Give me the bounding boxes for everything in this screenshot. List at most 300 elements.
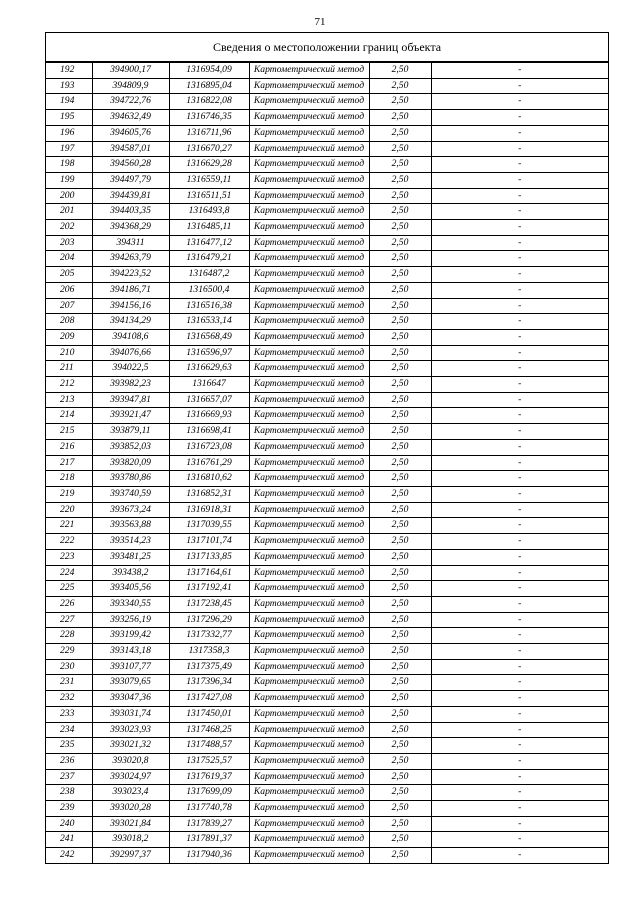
cell-note: - [431, 769, 608, 785]
cell-coord-y: 1316485,11 [169, 220, 249, 236]
cell-precision: 2,50 [369, 361, 431, 377]
cell-coord-x: 393780,86 [92, 471, 169, 487]
cell-note: - [431, 801, 608, 817]
cell-note: - [431, 691, 608, 707]
cell-precision: 2,50 [369, 753, 431, 769]
cell-coord-x: 393018,2 [92, 832, 169, 848]
cell-coord-y: 1316711,96 [169, 125, 249, 141]
cell-method: Картометрический метод [249, 769, 369, 785]
cell-coord-x: 393740,59 [92, 486, 169, 502]
cell-precision: 2,50 [369, 801, 431, 817]
cell-coord-x: 393481,25 [92, 549, 169, 565]
cell-coord-x: 393673,24 [92, 502, 169, 518]
cell-point-number: 228 [46, 628, 92, 644]
cell-note: - [431, 63, 608, 79]
cell-method: Картометрический метод [249, 251, 369, 267]
table-title: Сведения о местоположении границ объекта [46, 33, 608, 62]
cell-coord-y: 1316746,35 [169, 110, 249, 126]
cell-point-number: 211 [46, 361, 92, 377]
table-row [46, 675, 608, 691]
cell-precision: 2,50 [369, 188, 431, 204]
cell-point-number: 198 [46, 157, 92, 173]
cell-precision: 2,50 [369, 738, 431, 754]
cell-point-number: 223 [46, 549, 92, 565]
cell-precision: 2,50 [369, 235, 431, 251]
cell-method: Картометрический метод [249, 329, 369, 345]
cell-method: Картометрический метод [249, 816, 369, 832]
cell-coord-x: 393020,8 [92, 753, 169, 769]
table-row [46, 738, 608, 754]
cell-note: - [431, 628, 608, 644]
cell-coord-y: 1317358,3 [169, 644, 249, 660]
cell-coord-y: 1317427,08 [169, 691, 249, 707]
cell-coord-x: 393852,03 [92, 439, 169, 455]
table-row [46, 110, 608, 126]
cell-precision: 2,50 [369, 471, 431, 487]
cell-coord-x: 393079,65 [92, 675, 169, 691]
table-row [46, 801, 608, 817]
cell-note: - [431, 329, 608, 345]
cell-note: - [431, 785, 608, 801]
cell-note: - [431, 314, 608, 330]
table-row [46, 377, 608, 393]
cell-point-number: 203 [46, 235, 92, 251]
cell-coord-y: 1316810,62 [169, 471, 249, 487]
table-row [46, 251, 608, 267]
cell-method: Картометрический метод [249, 172, 369, 188]
cell-note: - [431, 612, 608, 628]
table-row [46, 644, 608, 660]
cell-method: Картометрический метод [249, 298, 369, 314]
cell-note: - [431, 188, 608, 204]
cell-precision: 2,50 [369, 125, 431, 141]
cell-point-number: 216 [46, 439, 92, 455]
cell-precision: 2,50 [369, 329, 431, 345]
cell-coord-x: 394134,29 [92, 314, 169, 330]
cell-point-number: 214 [46, 408, 92, 424]
cell-method: Картометрический метод [249, 753, 369, 769]
cell-note: - [431, 251, 608, 267]
cell-precision: 2,50 [369, 267, 431, 283]
cell-method: Картометрический метод [249, 706, 369, 722]
cell-method: Картометрический метод [249, 565, 369, 581]
cell-coord-y: 1316559,11 [169, 172, 249, 188]
cell-method: Картометрический метод [249, 78, 369, 94]
cell-point-number: 209 [46, 329, 92, 345]
table-row [46, 188, 608, 204]
cell-note: - [431, 94, 608, 110]
cell-precision: 2,50 [369, 63, 431, 79]
cell-method: Картометрический метод [249, 596, 369, 612]
cell-note: - [431, 832, 608, 848]
cell-precision: 2,50 [369, 659, 431, 675]
coordinates-table-body [46, 63, 608, 863]
cell-precision: 2,50 [369, 172, 431, 188]
table-row [46, 769, 608, 785]
cell-coord-y: 1316895,04 [169, 78, 249, 94]
cell-coord-x: 394497,79 [92, 172, 169, 188]
cell-coord-y: 1316516,38 [169, 298, 249, 314]
table-row [46, 282, 608, 298]
cell-coord-y: 1317039,55 [169, 518, 249, 534]
table-row [46, 549, 608, 565]
cell-precision: 2,50 [369, 848, 431, 863]
cell-coord-y: 1316918,31 [169, 502, 249, 518]
cell-coord-y: 1317296,29 [169, 612, 249, 628]
cell-point-number: 229 [46, 644, 92, 660]
cell-precision: 2,50 [369, 596, 431, 612]
cell-precision: 2,50 [369, 706, 431, 722]
cell-coord-x: 393023,93 [92, 722, 169, 738]
cell-note: - [431, 220, 608, 236]
table-row [46, 502, 608, 518]
cell-method: Картометрический метод [249, 267, 369, 283]
table-row [46, 345, 608, 361]
cell-coord-x: 394809,9 [92, 78, 169, 94]
cell-method: Картометрический метод [249, 282, 369, 298]
cell-coord-x: 394186,71 [92, 282, 169, 298]
cell-method: Картометрический метод [249, 424, 369, 440]
cell-coord-y: 1317488,57 [169, 738, 249, 754]
cell-precision: 2,50 [369, 644, 431, 660]
cell-note: - [431, 298, 608, 314]
cell-coord-y: 1317839,27 [169, 816, 249, 832]
cell-note: - [431, 345, 608, 361]
cell-coord-y: 1316479,21 [169, 251, 249, 267]
cell-coord-x: 394311 [92, 235, 169, 251]
cell-precision: 2,50 [369, 141, 431, 157]
cell-method: Картометрический метод [249, 848, 369, 863]
cell-precision: 2,50 [369, 392, 431, 408]
table-row [46, 534, 608, 550]
cell-method: Картометрический метод [249, 722, 369, 738]
cell-coord-x: 394263,79 [92, 251, 169, 267]
cell-point-number: 242 [46, 848, 92, 863]
cell-point-number: 205 [46, 267, 92, 283]
table-row [46, 220, 608, 236]
cell-note: - [431, 141, 608, 157]
cell-coord-y: 1317450,01 [169, 706, 249, 722]
table-row [46, 408, 608, 424]
table-row [46, 518, 608, 534]
cell-coord-x: 393199,42 [92, 628, 169, 644]
cell-note: - [431, 816, 608, 832]
cell-coord-y: 1316493,8 [169, 204, 249, 220]
table-row [46, 392, 608, 408]
cell-point-number: 217 [46, 455, 92, 471]
cell-note: - [431, 235, 608, 251]
cell-point-number: 235 [46, 738, 92, 754]
table-row [46, 691, 608, 707]
cell-coord-y: 1316669,93 [169, 408, 249, 424]
cell-point-number: 206 [46, 282, 92, 298]
cell-precision: 2,50 [369, 518, 431, 534]
cell-coord-y: 1316954,09 [169, 63, 249, 79]
cell-coord-x: 394605,76 [92, 125, 169, 141]
cell-point-number: 202 [46, 220, 92, 236]
cell-point-number: 200 [46, 188, 92, 204]
page-number: 71 [314, 16, 326, 28]
cell-precision: 2,50 [369, 94, 431, 110]
cell-note: - [431, 110, 608, 126]
cell-note: - [431, 738, 608, 754]
table-row [46, 659, 608, 675]
cell-precision: 2,50 [369, 502, 431, 518]
cell-coord-y: 1316698,41 [169, 424, 249, 440]
cell-method: Картометрический метод [249, 94, 369, 110]
cell-coord-y: 1316533,14 [169, 314, 249, 330]
cell-coord-x: 393143,18 [92, 644, 169, 660]
cell-coord-x: 394076,66 [92, 345, 169, 361]
cell-point-number: 236 [46, 753, 92, 769]
cell-method: Картометрический метод [249, 486, 369, 502]
table-row [46, 424, 608, 440]
table-row [46, 63, 608, 79]
cell-point-number: 204 [46, 251, 92, 267]
cell-coord-y: 1317192,41 [169, 581, 249, 597]
table-row [46, 329, 608, 345]
cell-coord-x: 394156,16 [92, 298, 169, 314]
cell-coord-x: 393405,56 [92, 581, 169, 597]
cell-method: Картометрический метод [249, 549, 369, 565]
table-row [46, 314, 608, 330]
table-row [46, 722, 608, 738]
cell-coord-y: 1316568,49 [169, 329, 249, 345]
cell-coord-y: 1317101,74 [169, 534, 249, 550]
cell-point-number: 232 [46, 691, 92, 707]
cell-coord-x: 393563,88 [92, 518, 169, 534]
cell-coord-y: 1317468,25 [169, 722, 249, 738]
table-row [46, 78, 608, 94]
cell-coord-y: 1317396,34 [169, 675, 249, 691]
cell-precision: 2,50 [369, 581, 431, 597]
cell-coord-y: 1316647 [169, 377, 249, 393]
cell-point-number: 196 [46, 125, 92, 141]
cell-coord-x: 393947,81 [92, 392, 169, 408]
cell-precision: 2,50 [369, 612, 431, 628]
cell-method: Картометрический метод [249, 691, 369, 707]
cell-precision: 2,50 [369, 78, 431, 94]
cell-coord-y: 1316487,2 [169, 267, 249, 283]
cell-point-number: 220 [46, 502, 92, 518]
cell-coord-x: 394560,28 [92, 157, 169, 173]
cell-method: Картометрический метод [249, 738, 369, 754]
cell-method: Картометрический метод [249, 675, 369, 691]
cell-point-number: 194 [46, 94, 92, 110]
cell-method: Картометрический метод [249, 141, 369, 157]
cell-precision: 2,50 [369, 110, 431, 126]
cell-method: Картометрический метод [249, 377, 369, 393]
cell-coord-y: 1317619,37 [169, 769, 249, 785]
table-row [46, 565, 608, 581]
table-row [46, 94, 608, 110]
cell-method: Картометрический метод [249, 439, 369, 455]
table-row [46, 235, 608, 251]
cell-coord-y: 1317699,09 [169, 785, 249, 801]
cell-point-number: 234 [46, 722, 92, 738]
cell-coord-y: 1317332,77 [169, 628, 249, 644]
cell-point-number: 237 [46, 769, 92, 785]
cell-coord-x: 393023,4 [92, 785, 169, 801]
cell-method: Картометрический метод [249, 63, 369, 79]
cell-method: Картометрический метод [249, 361, 369, 377]
cell-method: Картометрический метод [249, 220, 369, 236]
cell-method: Картометрический метод [249, 455, 369, 471]
cell-method: Картометрический метод [249, 644, 369, 660]
cell-coord-x: 393514,23 [92, 534, 169, 550]
cell-precision: 2,50 [369, 785, 431, 801]
cell-note: - [431, 78, 608, 94]
cell-point-number: 192 [46, 63, 92, 79]
cell-coord-x: 393021,32 [92, 738, 169, 754]
cell-coord-x: 393024,97 [92, 769, 169, 785]
cell-precision: 2,50 [369, 816, 431, 832]
cell-precision: 2,50 [369, 534, 431, 550]
cell-method: Картометрический метод [249, 157, 369, 173]
cell-precision: 2,50 [369, 486, 431, 502]
table-row [46, 848, 608, 863]
table-row [46, 581, 608, 597]
cell-point-number: 230 [46, 659, 92, 675]
cell-coord-y: 1317525,57 [169, 753, 249, 769]
cell-method: Картометрический метод [249, 581, 369, 597]
cell-note: - [431, 408, 608, 424]
cell-coord-y: 1317375,49 [169, 659, 249, 675]
table-row [46, 267, 608, 283]
cell-note: - [431, 204, 608, 220]
cell-coord-x: 393438,2 [92, 565, 169, 581]
cell-point-number: 219 [46, 486, 92, 502]
cell-note: - [431, 518, 608, 534]
cell-method: Картометрический метод [249, 188, 369, 204]
table-row [46, 455, 608, 471]
cell-precision: 2,50 [369, 439, 431, 455]
cell-coord-x: 394403,35 [92, 204, 169, 220]
cell-coord-y: 1316596,97 [169, 345, 249, 361]
cell-note: - [431, 659, 608, 675]
cell-note: - [431, 282, 608, 298]
cell-note: - [431, 706, 608, 722]
table-row [46, 361, 608, 377]
cell-point-number: 233 [46, 706, 92, 722]
cell-point-number: 225 [46, 581, 92, 597]
cell-coord-y: 1317940,36 [169, 848, 249, 863]
cell-precision: 2,50 [369, 345, 431, 361]
cell-method: Картометрический метод [249, 392, 369, 408]
cell-precision: 2,50 [369, 251, 431, 267]
cell-method: Картометрический метод [249, 408, 369, 424]
cell-method: Картометрический метод [249, 110, 369, 126]
cell-note: - [431, 502, 608, 518]
cell-point-number: 221 [46, 518, 92, 534]
cell-note: - [431, 125, 608, 141]
cell-coord-y: 1316852,31 [169, 486, 249, 502]
cell-point-number: 201 [46, 204, 92, 220]
cell-note: - [431, 361, 608, 377]
cell-coord-y: 1317891,37 [169, 832, 249, 848]
cell-note: - [431, 424, 608, 440]
cell-point-number: 210 [46, 345, 92, 361]
cell-method: Картометрический метод [249, 314, 369, 330]
cell-point-number: 193 [46, 78, 92, 94]
cell-coord-y: 1316761,29 [169, 455, 249, 471]
cell-precision: 2,50 [369, 298, 431, 314]
cell-point-number: 215 [46, 424, 92, 440]
cell-point-number: 207 [46, 298, 92, 314]
cell-point-number: 222 [46, 534, 92, 550]
cell-note: - [431, 644, 608, 660]
cell-coord-y: 1316477,12 [169, 235, 249, 251]
cell-note: - [431, 753, 608, 769]
cell-coord-y: 1317133,85 [169, 549, 249, 565]
cell-method: Картометрический метод [249, 204, 369, 220]
cell-method: Картометрический метод [249, 801, 369, 817]
cell-coord-y: 1316500,4 [169, 282, 249, 298]
cell-coord-x: 394108,6 [92, 329, 169, 345]
cell-note: - [431, 596, 608, 612]
cell-note: - [431, 486, 608, 502]
cell-coord-x: 392997,37 [92, 848, 169, 863]
cell-method: Картометрический метод [249, 612, 369, 628]
cell-coord-x: 394587,01 [92, 141, 169, 157]
table-row [46, 141, 608, 157]
cell-note: - [431, 581, 608, 597]
coordinates-table-frame [45, 32, 609, 864]
cell-point-number: 212 [46, 377, 92, 393]
cell-precision: 2,50 [369, 408, 431, 424]
cell-point-number: 213 [46, 392, 92, 408]
cell-coord-x: 393047,36 [92, 691, 169, 707]
cell-method: Картометрический метод [249, 832, 369, 848]
cell-precision: 2,50 [369, 220, 431, 236]
table-row [46, 125, 608, 141]
cell-point-number: 227 [46, 612, 92, 628]
table-row [46, 471, 608, 487]
table-row [46, 753, 608, 769]
cell-method: Картометрический метод [249, 471, 369, 487]
cell-precision: 2,50 [369, 314, 431, 330]
table-row [46, 596, 608, 612]
cell-coord-y: 1316629,63 [169, 361, 249, 377]
cell-precision: 2,50 [369, 675, 431, 691]
cell-coord-x: 394368,29 [92, 220, 169, 236]
cell-point-number: 226 [46, 596, 92, 612]
table-row [46, 628, 608, 644]
cell-precision: 2,50 [369, 628, 431, 644]
cell-point-number: 218 [46, 471, 92, 487]
cell-coord-x: 393256,19 [92, 612, 169, 628]
table-row [46, 172, 608, 188]
cell-method: Картометрический метод [249, 659, 369, 675]
cell-precision: 2,50 [369, 565, 431, 581]
cell-note: - [431, 565, 608, 581]
cell-coord-y: 1317164,61 [169, 565, 249, 581]
table-row [46, 439, 608, 455]
cell-coord-y: 1316822,08 [169, 94, 249, 110]
cell-precision: 2,50 [369, 769, 431, 785]
cell-method: Картометрический метод [249, 345, 369, 361]
cell-method: Картометрический метод [249, 235, 369, 251]
cell-point-number: 208 [46, 314, 92, 330]
cell-method: Картометрический метод [249, 502, 369, 518]
cell-precision: 2,50 [369, 549, 431, 565]
table-row [46, 612, 608, 628]
cell-coord-x: 394722,76 [92, 94, 169, 110]
table-row [46, 706, 608, 722]
cell-coord-y: 1317740,78 [169, 801, 249, 817]
cell-point-number: 231 [46, 675, 92, 691]
cell-precision: 2,50 [369, 282, 431, 298]
